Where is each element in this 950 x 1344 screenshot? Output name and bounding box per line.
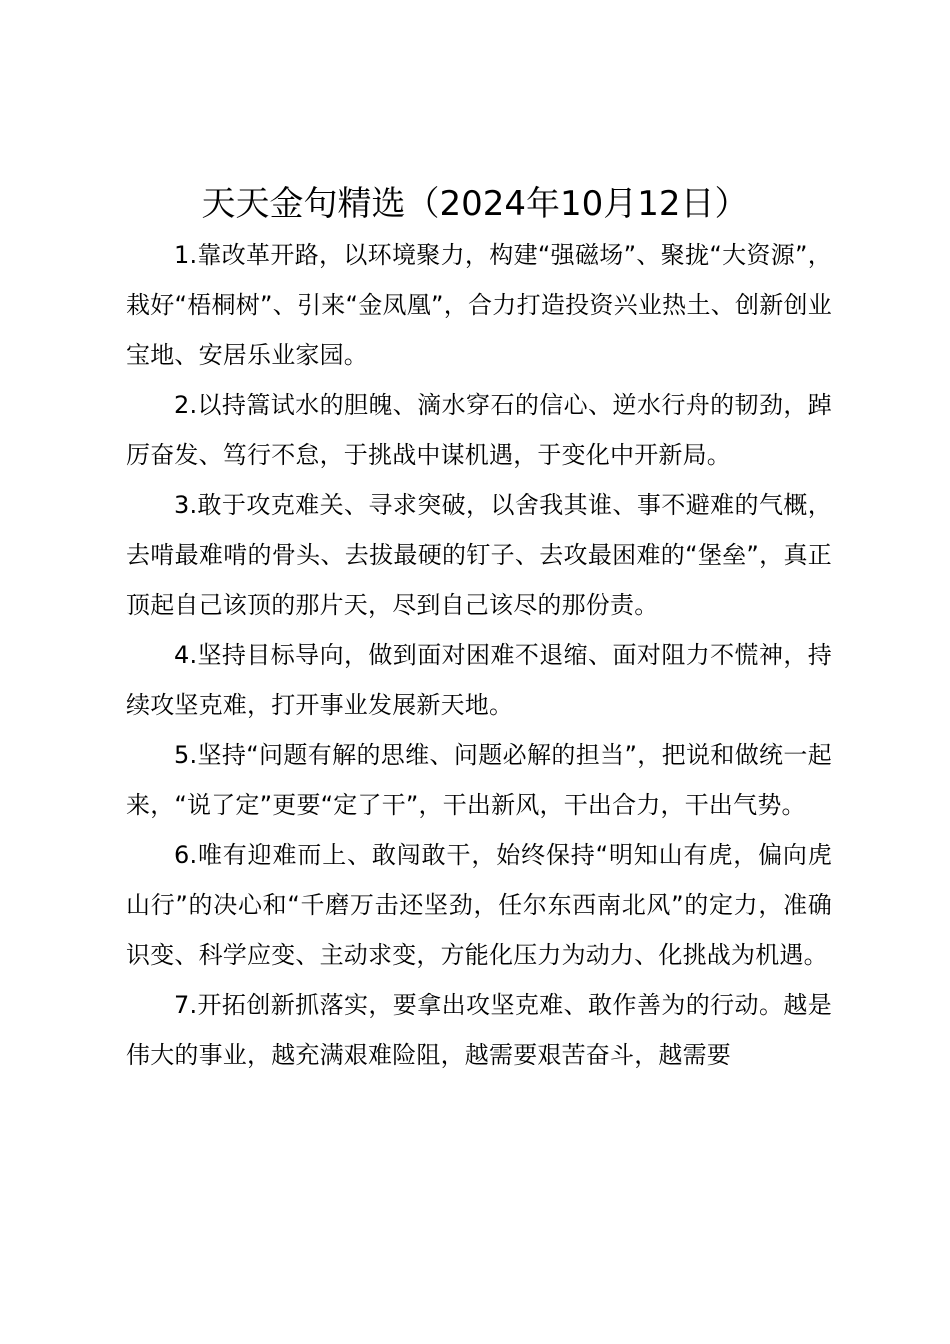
paragraph-1: 1.靠改革开路，以环境聚力，构建“强磁场”、聚拢“大资源”，栽好“梧桐树”、引来“金凤凰”，合力打造投资兴业热土、创新创业宝地、安居乐业家园。 bbox=[126, 241, 832, 369]
paragraph-3: 3.敢于攻克难关、寻求突破，以舍我其谁、事不避难的气概，去啃最难啃的骨头、去拔最硬的钉子、去攻最困难的“堡垒”，真正顶起自己该顶的那片天，尽到自己该尽的那份责。 bbox=[126, 491, 832, 619]
paragraph-6: 6.唯有迎难而上、敢闯敢干，始终保持“明知山有虎，偏向虎山行”的决心和“千磨万击还坚劲，任尔东西南北风”的定力，准确识变、科学应变、主动求变，方能化压力为动力、化挑战为机遇。 bbox=[126, 841, 832, 969]
document-body bbox=[126, 230, 832, 1080]
paragraph-7: 7.开拓创新抓落实，要拿出攻坚克难、敢作善为的行动。越是伟大的事业，越充满艰难险阻，越需要艰苦奋斗，越需要 bbox=[126, 991, 832, 1069]
paragraph-4: 4.坚持目标导向，做到面对困难不退缩、面对阻力不慌神，持续攻坚克难，打开事业发展新天地。 bbox=[126, 641, 832, 719]
paragraph-2: 2.以持篙试水的胆魄、滴水穿石的信心、逆水行舟的韧劲，踔厉奋发、笃行不怠，于挑战中谋机遇，于变化中开新局。 bbox=[126, 391, 832, 469]
paragraph-5: 5.坚持“问题有解的思维、问题必解的担当”，把说和做统一起来，“说了定”更要“定了干”，干出新风，干出合力，干出气势。 bbox=[126, 741, 832, 819]
document-title: 天天金句精选（2024年10月12日） bbox=[201, 184, 749, 224]
